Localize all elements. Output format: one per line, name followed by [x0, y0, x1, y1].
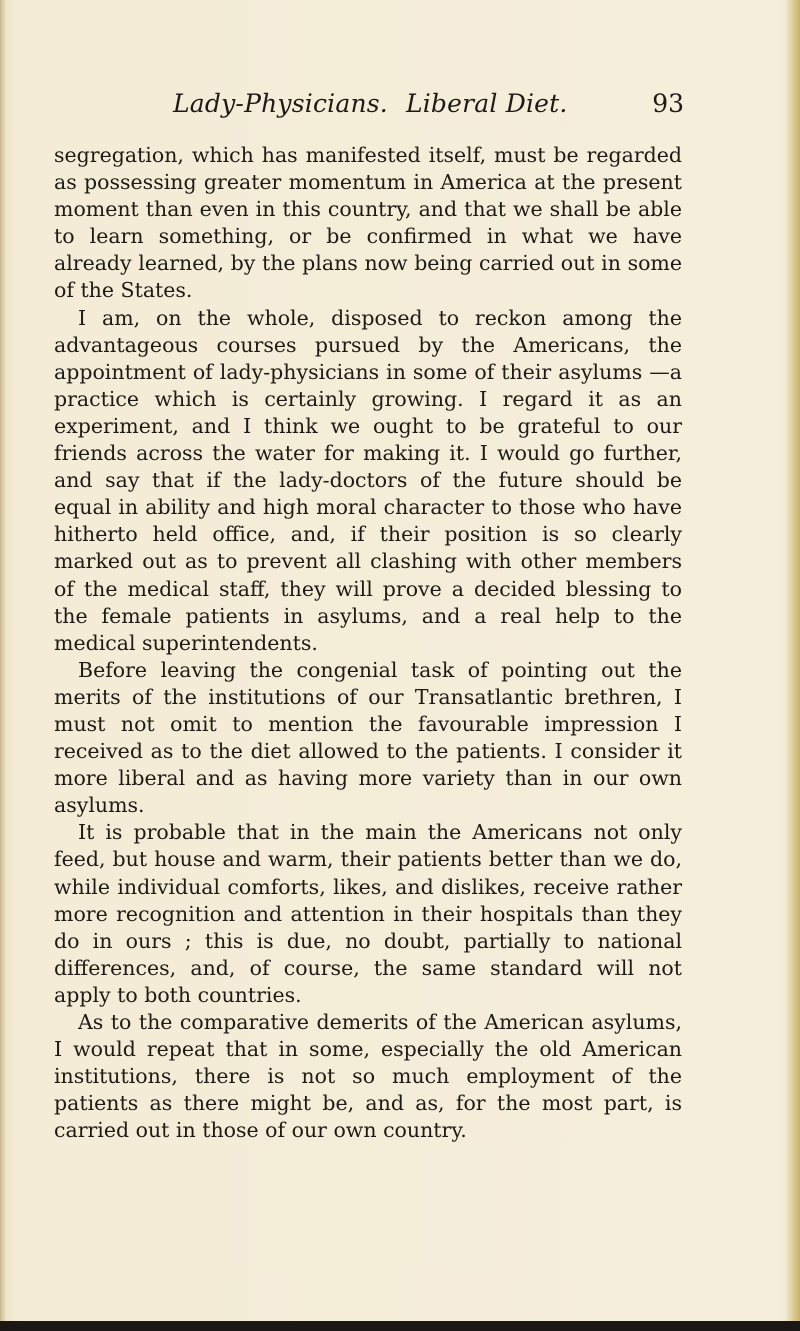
paragraph-3: Before leaving the congenial task of pointing out the merits of the institutions of our Transatlantic brethren, I must not omit to mention the favourable impression I received as to the diet allowed to the patients. I consider it more liberal and as having more variety than in our own asylums.: [54, 657, 682, 818]
body-text: [54, 142, 682, 1144]
running-title: [173, 89, 568, 118]
bottom-edge: [0, 1321, 800, 1331]
page-edge-left: [0, 0, 6, 1331]
running-title-section-1: Lady-Physicians.: [173, 89, 388, 118]
paragraph-1: segregation, which has manifested itself, must be regarded as possessing greater momentum in America at the present moment than even in this country, and that we shall be able to learn something, or be confirmed in what we have already learned, by the plans now being carried out in some of the States.: [54, 143, 682, 303]
page-edge-right: [786, 0, 800, 1331]
paragraph-2: I am, on the whole, disposed to reckon among the advantageous courses pursued by the Americans, the appointment of lady-physicians in some of their asylums —a practice which is certainly growing. I regard it as an experiment, and I think we ought to be grateful to our friends across the water for making it. I would go further, and say that if the lady-doctors of the future should be equal in ability and high moral character to those who have hitherto held office, and, if their position is so clearly marked out as to prevent all clashing with other members of the medical staff, they will prove a decided blessing to the female patients in asylums, and a real help to the medical superintendents.: [54, 305, 682, 655]
paragraph-4: It is probable that in the main the Americans not only feed, but house and warm, their patients better than we do, while individual comforts, likes, and dislikes, receive rather more recognition and attention in their hospitals than they do in ours ; this is due, no doubt, partially to national differences, and, of course, the same standard will not apply to both countries.: [54, 820, 682, 1007]
running-header: [48, 89, 684, 125]
page-number: 93: [652, 89, 684, 118]
paragraph-5: As to the comparative demerits of the American asylums, I would repeat that in some, especially the old American institutions, there is not so much employment of the patients as there might be, and as, for the most part, is carried out in those of our own country.: [54, 1010, 682, 1143]
running-title-section-2: Liberal Diet.: [405, 89, 568, 118]
